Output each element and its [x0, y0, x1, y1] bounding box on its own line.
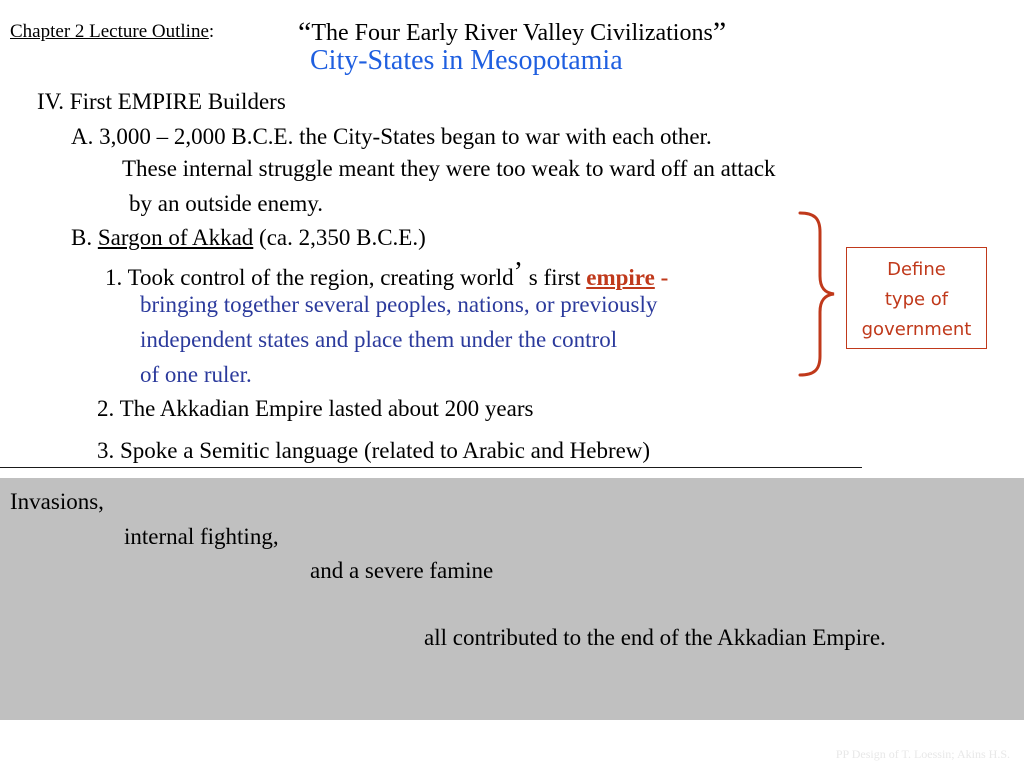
slide-title-text: The Four Early River Valley Civilizations — [311, 20, 713, 46]
item-1-prefix: 1. Took control of the region, creating world — [105, 265, 514, 290]
slide-subtitle: City-States in Mesopotamia — [310, 45, 623, 76]
point-a-line-2: These internal struggle meant they were too weak to ward off an attack — [122, 156, 776, 181]
curly-brace-icon — [798, 210, 838, 378]
point-a-line-1: A. 3,000 – 2,000 B.C.E. the City-States began to war with each other. — [71, 124, 712, 149]
definition-line-3: of one ruler. — [140, 362, 252, 387]
summary-panel — [0, 478, 1024, 720]
item-1-apostrophe: ’ — [513, 257, 523, 288]
section-heading: IV. First EMPIRE Builders — [37, 89, 286, 114]
chapter-label-text: Chapter 2 Lecture Outline — [10, 21, 209, 42]
divider-line — [0, 467, 862, 468]
item-2: 2. The Akkadian Empire lasted about 200 years — [97, 396, 534, 421]
callout-line-3: government — [861, 319, 972, 340]
point-b-date: (ca. 2,350 B.C.E.) — [253, 225, 426, 250]
close-quote: ” — [712, 16, 727, 49]
point-b-prefix: B. — [71, 225, 98, 250]
panel-line-4: all contributed to the end of the Akkadian Empire. — [424, 625, 886, 650]
sargon-name: Sargon of Akkad — [97, 225, 254, 250]
panel-line-3: and a severe famine — [310, 558, 494, 583]
definition-line-1: bringing together several peoples, nations, or previously — [140, 292, 658, 317]
chapter-label-colon: : — [208, 21, 215, 42]
panel-line-1: Invasions, — [10, 489, 104, 514]
panel-line-2: internal fighting, — [124, 524, 279, 549]
point-a-line-3: by an outside enemy. — [129, 191, 323, 216]
item-1-mid: s first — [523, 265, 587, 290]
define-callout — [846, 247, 987, 349]
callout-line-1: Define — [887, 259, 946, 280]
footer-credit: PP Design of T. Loessin; Akins H.S. — [835, 747, 1010, 761]
empire-term: empire — [586, 265, 655, 290]
definition-line-2: independent states and place them under the control — [140, 327, 618, 352]
item-1 — [105, 259, 668, 292]
callout-line-2: type of — [884, 289, 949, 310]
point-b — [71, 224, 426, 252]
empire-dash: - — [654, 265, 669, 290]
open-quote: “ — [298, 16, 312, 49]
chapter-label — [10, 21, 214, 43]
item-3: 3. Spoke a Semitic language (related to Arabic and Hebrew) — [97, 438, 651, 463]
